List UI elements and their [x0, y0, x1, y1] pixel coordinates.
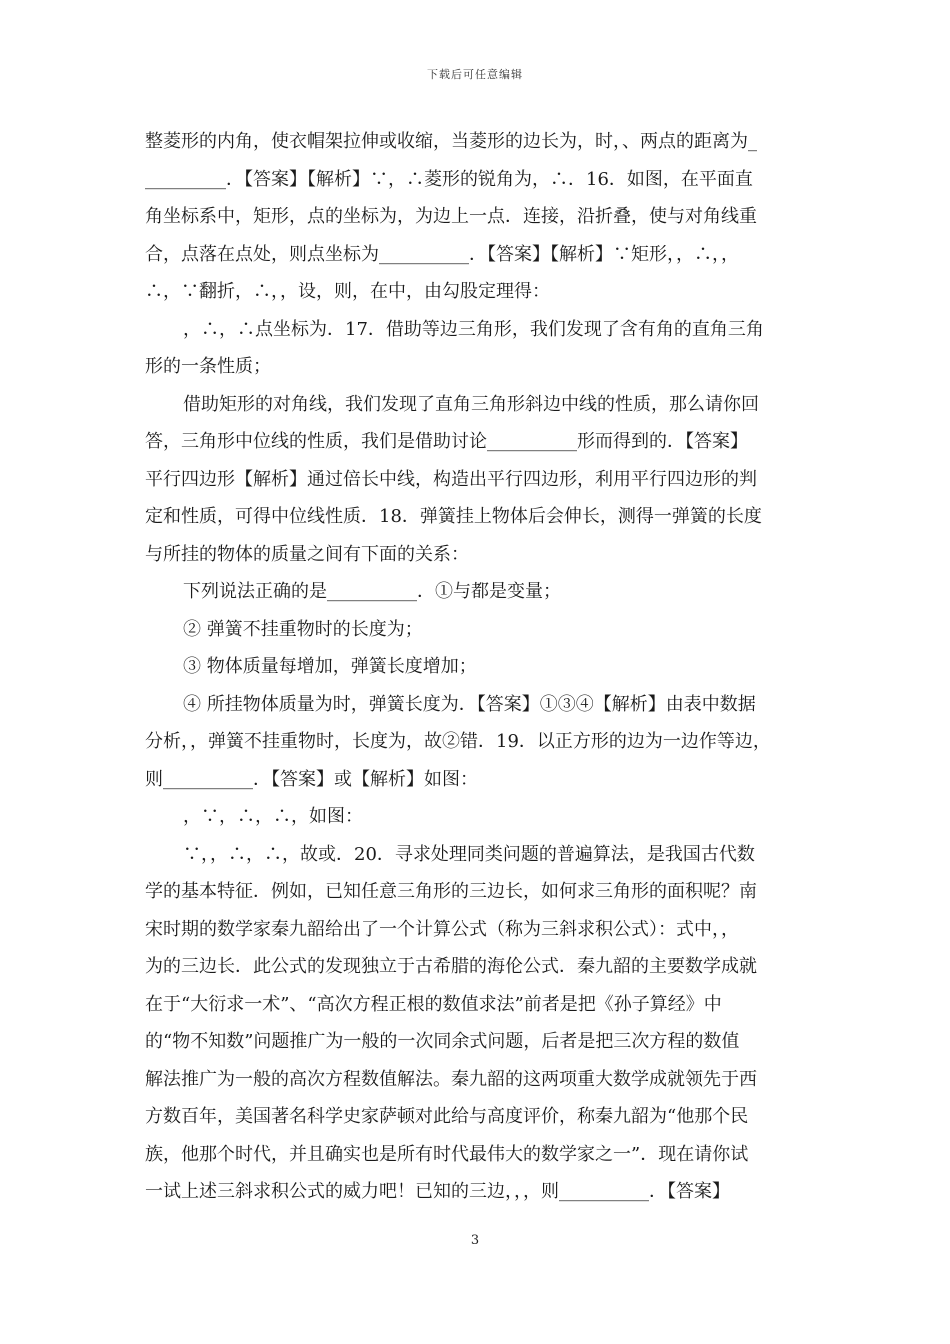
- text-line: ，∴，∴点坐标为．17．借助等边三角形，我们发现了含有角的直角三角: [183, 318, 764, 340]
- text-line: ③ 物体质量每增加，弹簧长度增加；: [183, 656, 477, 677]
- text-line: 的“物不知数”问题推广为一般的一次同余式问题，后者是把三次方程的数值: [145, 1031, 740, 1052]
- text-line: 族，他那个时代，并且确实也是所有时代最伟大的数学家之一”．现在请你试: [145, 1143, 749, 1165]
- text-line: 定和性质，可得中位线性质．18．弹簧挂上物体后会伸长，测得一弹簧的长度: [145, 506, 762, 527]
- text-line: 解法推广为一般的高次方程数值解法。秦九韶的这两项重大数学成就领先于西: [145, 1068, 757, 1090]
- text-line: 借助矩形的对角线，我们发现了直角三角形斜边中线的性质，那么请你回: [183, 393, 759, 415]
- document-body: [145, 123, 810, 1211]
- text-line: 答，三角形中位线的性质，我们是借助讨论__________形而得到的．【答案】: [145, 431, 748, 452]
- text-line: ∵，，∴，∴，故或．20．寻求处理同类问题的普遍算法，是我国古代数: [183, 843, 755, 865]
- text-line: 与所挂的物体的质量之间有下面的关系：: [145, 543, 469, 565]
- page-header: 下载后可任意编辑: [427, 68, 523, 81]
- text-line: 平行四边形【解析】通过倍长中线，构造出平行四边形，利用平行四边形的判: [145, 468, 757, 490]
- text-line: ，∵，∴，∴，如图：: [183, 806, 363, 827]
- text-line: 在于“大衍求一术”、“高次方程正根的数值求法”前者是把《孙子算经》中: [145, 993, 722, 1015]
- text-line: 方数百年，美国著名科学史家萨顿对此给与高度评价，称秦九韶为“他那个民: [145, 1106, 749, 1127]
- text-line: 合，点落在点处，则点坐标为__________．【答案】【解析】∵矩形，，∴，，: [145, 243, 739, 265]
- text-line: ∴，∵翻折，∴，，设，则，在中，由勾股定理得：: [145, 281, 550, 302]
- text-line: 宋时期的数学家秦九韶给出了一个计算公式（称为三斜求积公式）：式中，，: [145, 918, 739, 940]
- text-line: 则__________．【答案】或【解析】如图：: [145, 768, 478, 790]
- text-line: 形的一条性质；: [145, 356, 271, 377]
- text-line: _________．【答案】【解析】∵，∴菱形的锐角为，∴．16．如图，在平面直: [145, 168, 753, 190]
- text-line: 为的三边长．此公式的发现独立于古希腊的海伦公式．秦九韶的主要数学成就: [145, 956, 757, 977]
- text-line: 角坐标系中，矩形，点的坐标为，为边上一点．连接，沿折叠，使与对角线重: [145, 206, 757, 227]
- text-line: ② 弹簧不挂重物时的长度为；: [183, 618, 423, 640]
- text-line: 整菱形的内角，使衣帽架拉伸或收缩，当菱形的边长为，时，、两点的距离为_: [145, 131, 757, 152]
- text-line: ④ 所挂物体质量为时，弹簧长度为．【答案】①③④【解析】由表中数据: [183, 693, 756, 715]
- text-line: 下列说法正确的是__________．①与都是变量；: [183, 581, 561, 602]
- text-line: 分析，，弹簧不挂重物时，长度为，故②错．19．以正方形的边为一边作等边，: [145, 731, 771, 752]
- page-number: 3: [470, 1233, 480, 1248]
- text-line: 学的基本特征．例如，已知任意三角形的三边长，如何求三角形的面积呢？南: [145, 881, 757, 902]
- text-line: 一试上述三斜求积公式的威力吧！已知的三边，，，则__________．【答案】: [145, 1181, 730, 1202]
